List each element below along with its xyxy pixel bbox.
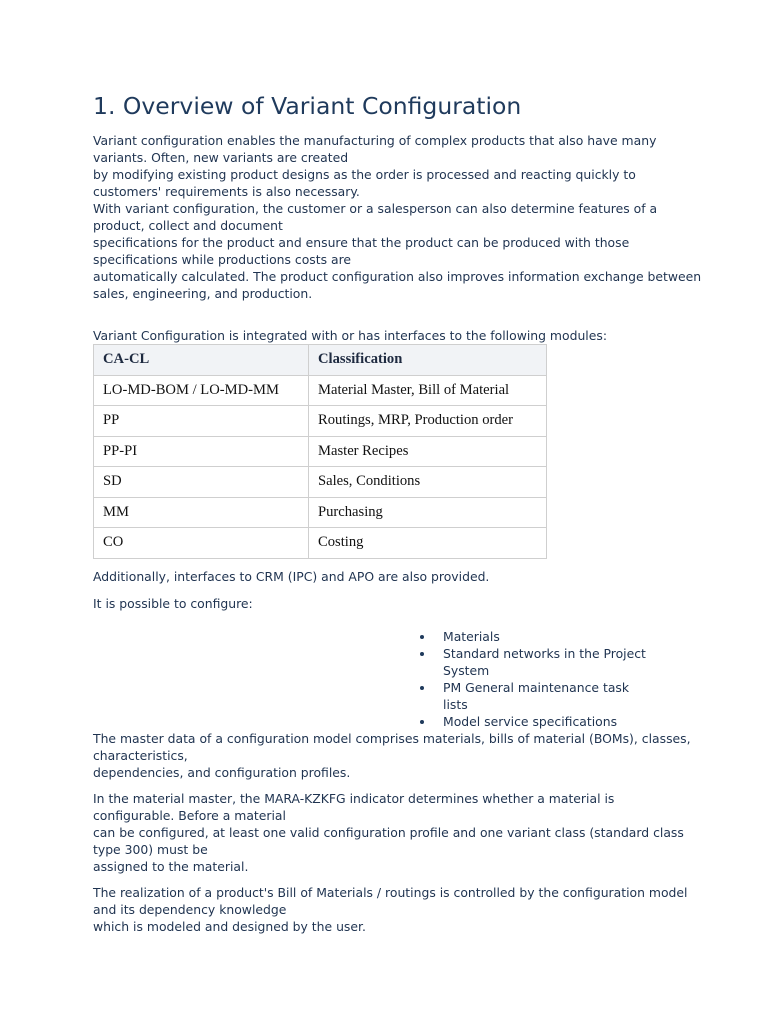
paragraph-line: which is modeled and designed by the user.	[93, 919, 366, 934]
list-item	[417, 628, 653, 645]
bullet-icon	[420, 720, 424, 724]
paragraph-line: dependencies, and configuration profiles.	[93, 765, 351, 780]
intro-line: Variant configuration enables the manufacturing of complex products that also have many	[93, 133, 657, 148]
material-master-paragraph	[93, 790, 684, 875]
intro-line: variants. Often, new variants are created	[93, 150, 349, 165]
table-row	[94, 375, 547, 406]
list-item	[417, 645, 653, 679]
configure-intro	[93, 595, 253, 612]
table-header-cell: Classification	[309, 345, 547, 376]
intro-line: customers' requirements is also necessary.	[93, 184, 360, 199]
list-item-text: Materials	[443, 629, 500, 644]
intro-line: sales, engineering, and production.	[93, 286, 313, 301]
paragraph-line: characteristics,	[93, 748, 188, 763]
configurable-items-list	[417, 628, 653, 730]
intro-line: product, collect and document	[93, 218, 283, 233]
list-item	[417, 679, 653, 713]
master-data-paragraph	[93, 730, 691, 781]
additional-interfaces	[93, 568, 489, 585]
modules-table	[93, 344, 547, 559]
table-header-cell: CA-CL	[94, 345, 309, 376]
paragraph-line: assigned to the material.	[93, 859, 249, 874]
page-title: 1. Overview of Variant Configuration	[93, 92, 522, 120]
table-cell: Purchasing	[309, 497, 547, 528]
intro-line: specifications for the product and ensure that the product can be produced with those	[93, 235, 630, 250]
table-cell: Material Master, Bill of Material	[309, 375, 547, 406]
intro-paragraph	[93, 132, 701, 302]
intro-line: automatically calculated. The product configuration also improves information exchange between	[93, 269, 702, 284]
table-cell: Sales, Conditions	[309, 467, 547, 498]
additional-interfaces-text: Additionally, interfaces to CRM (IPC) and APO are also provided.	[93, 569, 490, 584]
table-row	[94, 436, 547, 467]
table-row	[94, 467, 547, 498]
paragraph-line: The master data of a configuration model comprises materials, bills of material (BOMs), classes,	[93, 731, 691, 746]
intro-line: With variant configuration, the customer or a salesperson can also determine features of a	[93, 201, 658, 216]
paragraph-line: type 300) must be	[93, 842, 208, 857]
table-cell: Costing	[309, 528, 547, 559]
intro-line: by modifying existing product designs as the order is processed and reacting quickly to	[93, 167, 636, 182]
table-header-row	[94, 345, 547, 376]
list-item-text: System	[443, 663, 490, 678]
realization-paragraph	[93, 884, 687, 935]
table-cell: PP-PI	[94, 436, 309, 467]
bullet-icon	[420, 652, 424, 656]
configure-intro-text: It is possible to configure:	[93, 596, 253, 611]
integration-intro-text: Variant Configuration is integrated with or has interfaces to the following modules:	[93, 328, 607, 343]
table-row	[94, 497, 547, 528]
list-item	[417, 713, 653, 730]
paragraph-line: can be configured, at least one valid configuration profile and one variant class (standard class	[93, 825, 684, 840]
integration-intro	[93, 327, 607, 344]
bullet-icon	[420, 686, 424, 690]
intro-line: specifications while productions costs are	[93, 252, 352, 267]
list-item-text: Standard networks in the Project	[443, 646, 646, 661]
table-cell: Routings, MRP, Production order	[309, 406, 547, 437]
table-cell: MM	[94, 497, 309, 528]
list-item-text: PM General maintenance task lists	[443, 680, 630, 712]
paragraph-line: and its dependency knowledge	[93, 902, 287, 917]
list-item-text: Model service specifications	[443, 714, 618, 729]
table-cell: SD	[94, 467, 309, 498]
table-cell: Master Recipes	[309, 436, 547, 467]
table-row	[94, 406, 547, 437]
table-cell: PP	[94, 406, 309, 437]
table-cell: CO	[94, 528, 309, 559]
paragraph-line: configurable. Before a material	[93, 808, 286, 823]
table-row	[94, 528, 547, 559]
paragraph-line: The realization of a product's Bill of Materials / routings is controlled by the configuration model	[93, 885, 688, 900]
paragraph-line: In the material master, the MARA-KZKFG indicator determines whether a material is	[93, 791, 615, 806]
bullet-icon	[420, 635, 424, 639]
table-cell: LO-MD-BOM / LO-MD-MM	[94, 375, 309, 406]
